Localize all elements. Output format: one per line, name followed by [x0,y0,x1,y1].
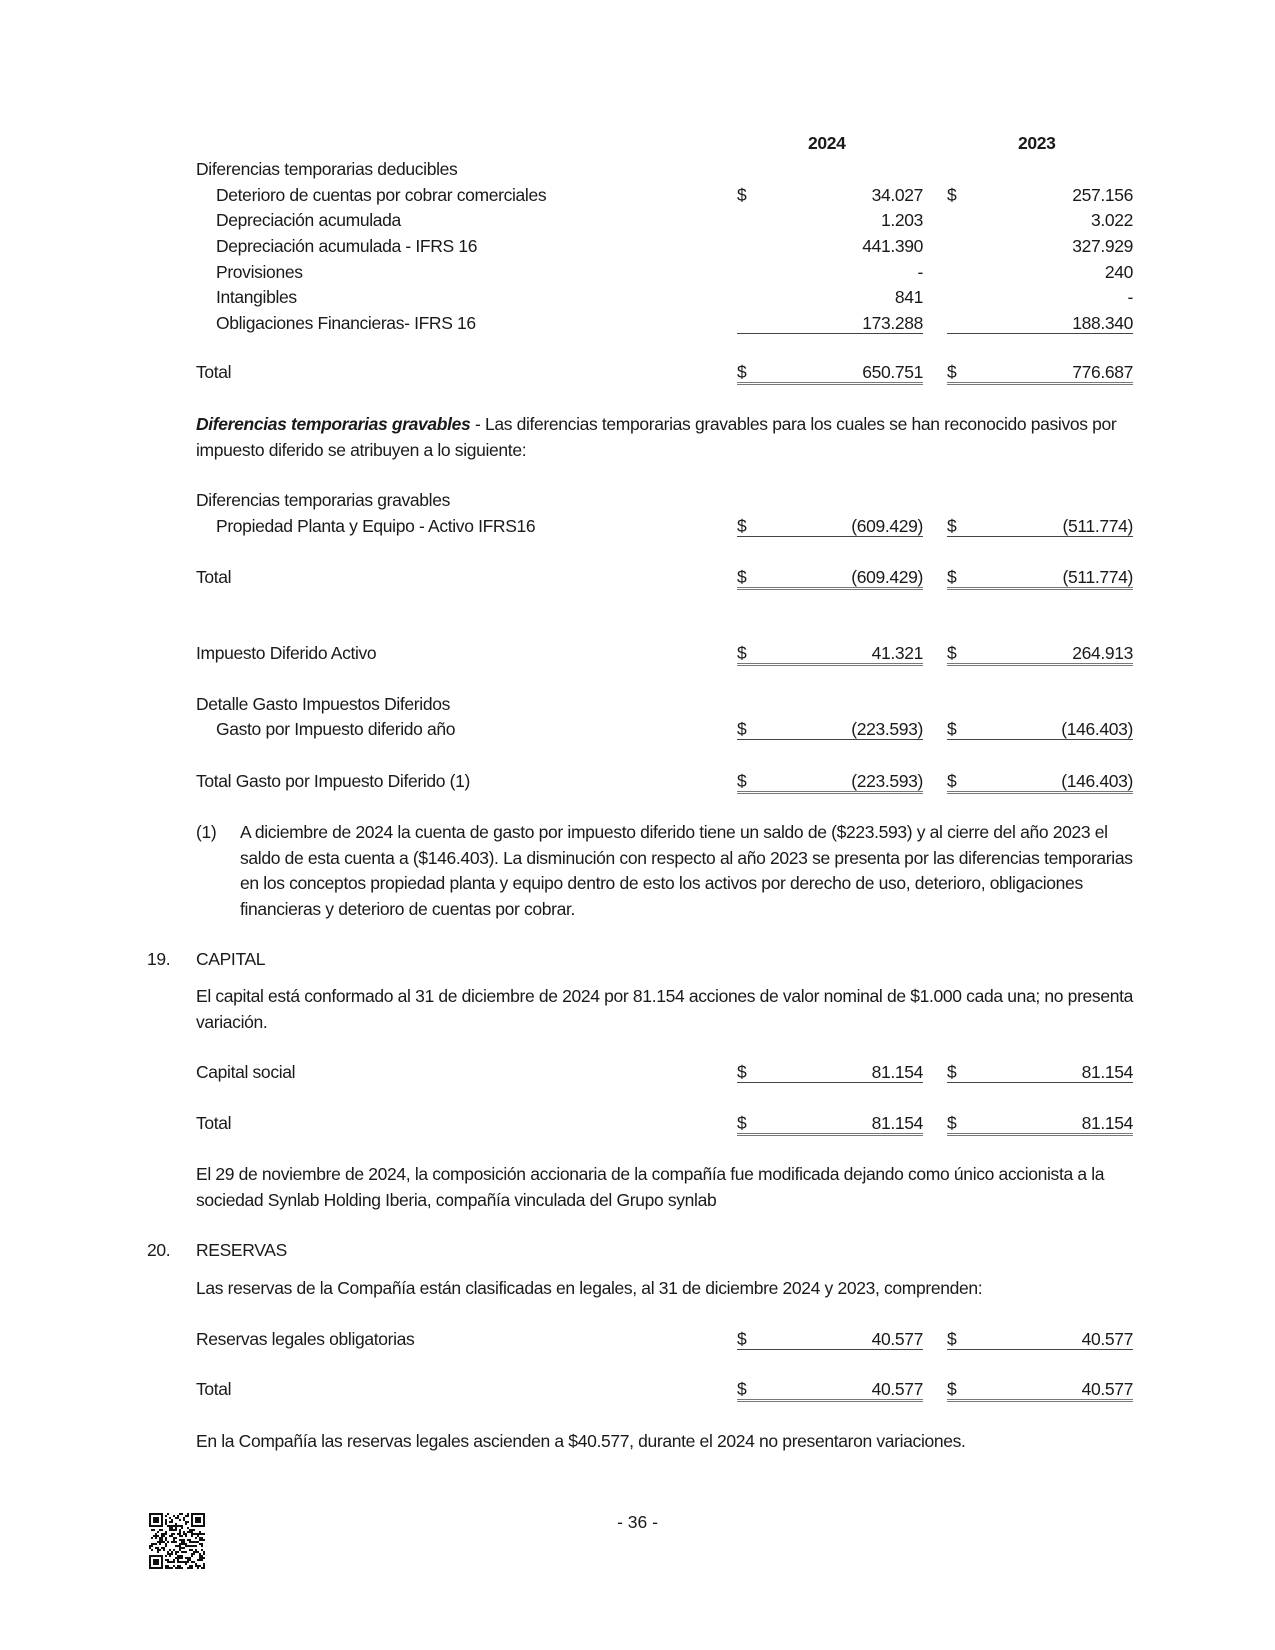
deducibles-total-2024 [737,362,923,385]
currency-symbol: $ [737,1062,747,1082]
amount: 173.288 [862,313,923,333]
capital-closing-paragraph: El 29 de noviembre de 2024, la composición accionaria de la compañía fue modificada dejando como único accionista a la sociedad Synlab Holding Iberia, compañía vinculada del Grupo synlab [196,1164,1105,1210]
amount: (511.774) [1062,516,1133,536]
deducibles-row-2024 [737,262,923,282]
currency-symbol: $ [737,516,747,536]
deducibles-row-2023 [947,313,1133,334]
currency-symbol: $ [947,185,957,205]
capital-paragraph: El capital está conformado al 31 de diciembre de 2024 por 81.154 acciones de valor nominal de $1.000 cada una; no presenta variación. [196,986,1133,1032]
amount: 441.390 [862,236,923,256]
footnote-text: A diciembre de 2024 la cuenta de gasto por impuesto diferido tiene un saldo de ($223.593) y al cierre del año 2023 el saldo de esta cuenta a ($146.403). La disminución con respecto al año 2023 se presenta por las diferencias temporarias en los conceptos propiedad planta y equipo dentro de esto los activos por derecho de uso, deterioro, obligaciones financieras y deterioro de cuentas por cobrar. [240,822,1133,919]
capital-total-2023 [947,1113,1133,1136]
footnote-marker: (1) [196,822,217,842]
amount: (223.593) [851,719,923,739]
currency-symbol: $ [737,643,747,663]
impuesto-diferido-activo-label: Impuesto Diferido Activo [196,643,377,663]
capital-social-2024 [737,1062,923,1083]
capital-social-label: Capital social [196,1062,296,1082]
deducibles-row-2023 [947,185,1133,205]
amount: 40.577 [871,1329,923,1349]
deducibles-row-2023 [947,262,1133,282]
currency-symbol: $ [737,1329,747,1349]
gasto-total-2023 [947,771,1133,794]
deducibles-row-label: Provisiones [216,262,303,282]
amount: 327.929 [1072,236,1133,256]
deducibles-row-2023 [947,210,1133,230]
reservas-total-label: Total [196,1379,232,1399]
deducibles-row-label: Depreciación acumulada [216,210,401,230]
deducibles-row-2023 [947,287,1133,307]
amount: 81.154 [1081,1113,1133,1133]
capital-total-2024 [737,1113,923,1136]
deducibles-total-label: Total [196,362,232,382]
reservas-closing-paragraph: En la Compañía las reservas legales ascienden a $40.577, durante el 2024 no presentaron variaciones. [196,1431,966,1451]
gasto-section-label: Detalle Gasto Impuestos Diferidos [196,694,450,714]
amount: 841 [894,287,923,307]
currency-symbol: $ [947,1113,957,1133]
deducibles-row-label: Depreciación acumulada - IFRS 16 [216,236,478,256]
gravables-row-label: Propiedad Planta y Equipo - Activo IFRS16 [216,516,536,536]
gravables-row-2024 [737,516,923,537]
amount: 3.022 [1090,210,1133,230]
amount: (146.403) [1061,719,1133,739]
amount: (511.774) [1062,567,1133,587]
currency-symbol: $ [947,771,957,791]
deducibles-row-label: Intangibles [216,287,297,307]
amount: - [917,262,923,282]
impuesto-diferido-activo-2024 [737,643,923,666]
gasto-row-2023 [947,719,1133,740]
amount: 257.156 [1072,185,1133,205]
section-title-capital: CAPITAL [196,949,266,969]
gravables-paragraph [196,412,1141,463]
gravables-total-2023 [947,567,1133,590]
gasto-total-label: Total Gasto por Impuesto Diferido (1) [196,771,470,791]
deducibles-row-2024 [737,210,923,230]
deducibles-row-2024 [737,287,923,307]
currency-symbol: $ [947,719,957,739]
deducibles-row-label: Obligaciones Financieras- IFRS 16 [216,313,476,333]
section-title-reservas: RESERVAS [196,1240,287,1260]
amount: 264.913 [1072,643,1133,663]
gasto-row-2024 [737,719,923,740]
gravables-section-label: Diferencias temporarias gravables [196,490,450,510]
reservas-total-2024 [737,1379,923,1402]
capital-total-label: Total [196,1113,232,1133]
section-number-capital: 19. [147,949,171,969]
gasto-total-2024 [737,771,923,794]
amount: 188.340 [1072,313,1133,333]
amount: 240 [1104,262,1133,282]
gravables-heading: Diferencias temporarias gravables [196,414,471,434]
amount: (223.593) [851,771,923,791]
amount: 34.027 [871,185,923,205]
currency-symbol: $ [737,771,747,791]
currency-symbol: $ [947,643,957,663]
currency-symbol: $ [947,1379,957,1399]
currency-symbol: $ [737,185,747,205]
amount: (609.429) [851,567,923,587]
amount: 81.154 [871,1062,923,1082]
currency-symbol: $ [947,567,957,587]
currency-symbol: $ [947,362,957,382]
amount: 81.154 [871,1113,923,1133]
impuesto-diferido-activo-2023 [947,643,1133,666]
page-number: - 36 - [617,1512,658,1532]
currency-symbol: $ [737,567,747,587]
amount: 40.577 [871,1379,923,1399]
amount: 41.321 [871,643,923,663]
year-header-2024: 2024 [808,133,846,153]
gravables-total-label: Total [196,567,232,587]
deducibles-section-label: Diferencias temporarias deducibles [196,159,458,179]
deducibles-row-2024 [737,185,923,205]
deducibles-row-2024 [737,236,923,256]
currency-symbol: $ [947,1062,957,1082]
reservas-legales-2024 [737,1329,923,1350]
deducibles-row-label: Deterioro de cuentas por cobrar comerciales [216,185,547,205]
amount: 776.687 [1072,362,1133,382]
amount: 40.577 [1081,1379,1133,1399]
amount: 650.751 [862,362,923,382]
year-header-2023: 2023 [1018,133,1056,153]
currency-symbol: $ [947,516,957,536]
section-number-reservas: 20. [147,1240,171,1260]
gravables-row-2023 [947,516,1133,537]
currency-symbol: $ [737,719,747,739]
currency-symbol: $ [737,1379,747,1399]
amount: 40.577 [1081,1329,1133,1349]
currency-symbol: $ [947,1329,957,1349]
reservas-paragraph: Las reservas de la Compañía están clasificadas en legales, al 31 de diciembre 2024 y 2023, comprenden: [196,1278,983,1298]
deducibles-row-2023 [947,236,1133,256]
gasto-row-label: Gasto por Impuesto diferido año [216,719,456,739]
currency-symbol: $ [737,362,747,382]
reservas-legales-label: Reservas legales obligatorias [196,1329,415,1349]
amount: (146.403) [1061,771,1133,791]
gravables-total-2024 [737,567,923,590]
reservas-total-2023 [947,1379,1133,1402]
amount: 81.154 [1081,1062,1133,1082]
deducibles-total-2023 [947,362,1133,385]
deducibles-row-2024 [737,313,923,334]
reservas-legales-2023 [947,1329,1133,1350]
capital-social-2023 [947,1062,1133,1083]
currency-symbol: $ [737,1113,747,1133]
gravables-text: - Las diferencias temporarias gravables para los cuales se han reconocido pasivos por impuesto diferido se atribuyen a lo siguiente: [196,414,1117,460]
amount: - [1127,287,1133,307]
amount: (609.429) [851,516,923,536]
amount: 1.203 [880,210,923,230]
